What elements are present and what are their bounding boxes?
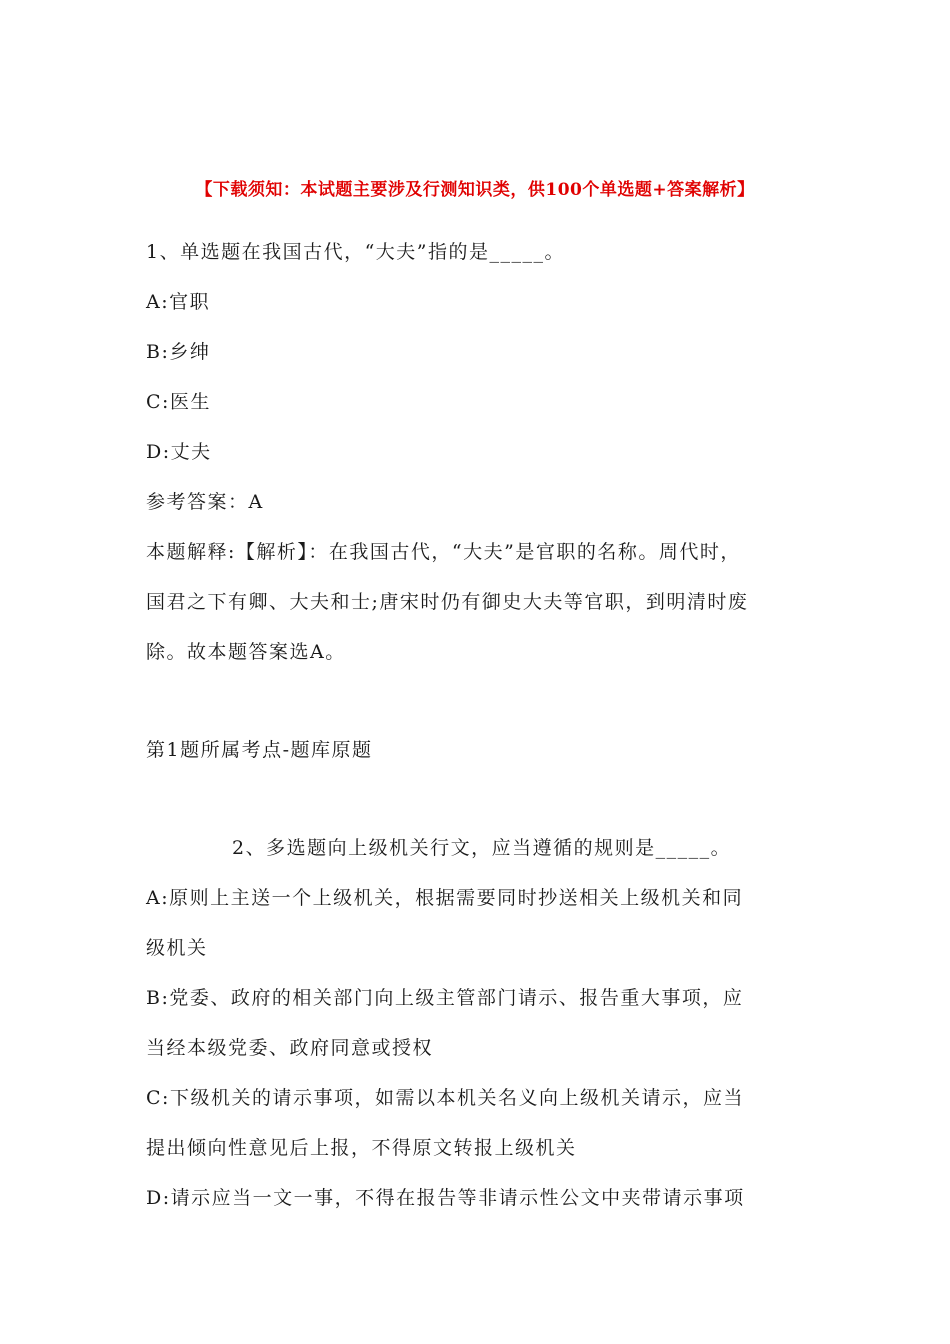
question-1-source: 第1题所属考点-题库原题 bbox=[146, 739, 373, 761]
question-2-option-b-line-1: B:党委、政府的相关部门向上级主管部门请示、报告重大事项，应 bbox=[146, 987, 744, 1009]
question-1-option-a: A:官职 bbox=[146, 291, 211, 313]
question-2-option-b-line-2: 当经本级党委、政府同意或授权 bbox=[146, 1037, 434, 1059]
question-1-option-d: D:丈夫 bbox=[146, 441, 212, 463]
question-1-explanation-line-1: 本题解释:【解析】：在我国古代，“大夫”是官职的名称。周代时， bbox=[146, 541, 741, 563]
question-2-option-d: D:请示应当一文一事，不得在报告等非请示性公文中夹带请示事项 bbox=[146, 1187, 745, 1209]
question-1-answer: 参考答案：A bbox=[146, 491, 264, 513]
question-2-option-a-line-1: A:原则上主送一个上级机关，根据需要同时抄送相关上级机关和同 bbox=[146, 887, 744, 909]
download-notice: 【下载须知：本试题主要涉及行测知识类，供100个单选题+答案解析】 bbox=[195, 180, 755, 200]
question-2-option-c-line-1: C:下级机关的请示事项，如需以本机关名义向上级机关请示，应当 bbox=[146, 1087, 744, 1109]
question-1-explanation-line-2: 国君之下有卿、大夫和士;唐宋时仍有御史大夫等官职，到明清时废 bbox=[146, 591, 749, 613]
question-1-option-b: B:乡绅 bbox=[146, 341, 211, 363]
question-1-explanation-line-3: 除。故本题答案选A。 bbox=[146, 641, 346, 663]
question-1-stem: 1、单选题在我国古代，“大夫”指的是_____。 bbox=[146, 241, 566, 263]
question-2-stem: 2、多选题向上级机关行文，应当遵循的规则是_____。 bbox=[232, 837, 732, 859]
question-1-option-c: C:医生 bbox=[146, 391, 211, 413]
question-2-option-c-line-2: 提出倾向性意见后上报，不得原文转报上级机关 bbox=[146, 1137, 577, 1159]
question-2-option-a-line-2: 级机关 bbox=[146, 937, 208, 959]
